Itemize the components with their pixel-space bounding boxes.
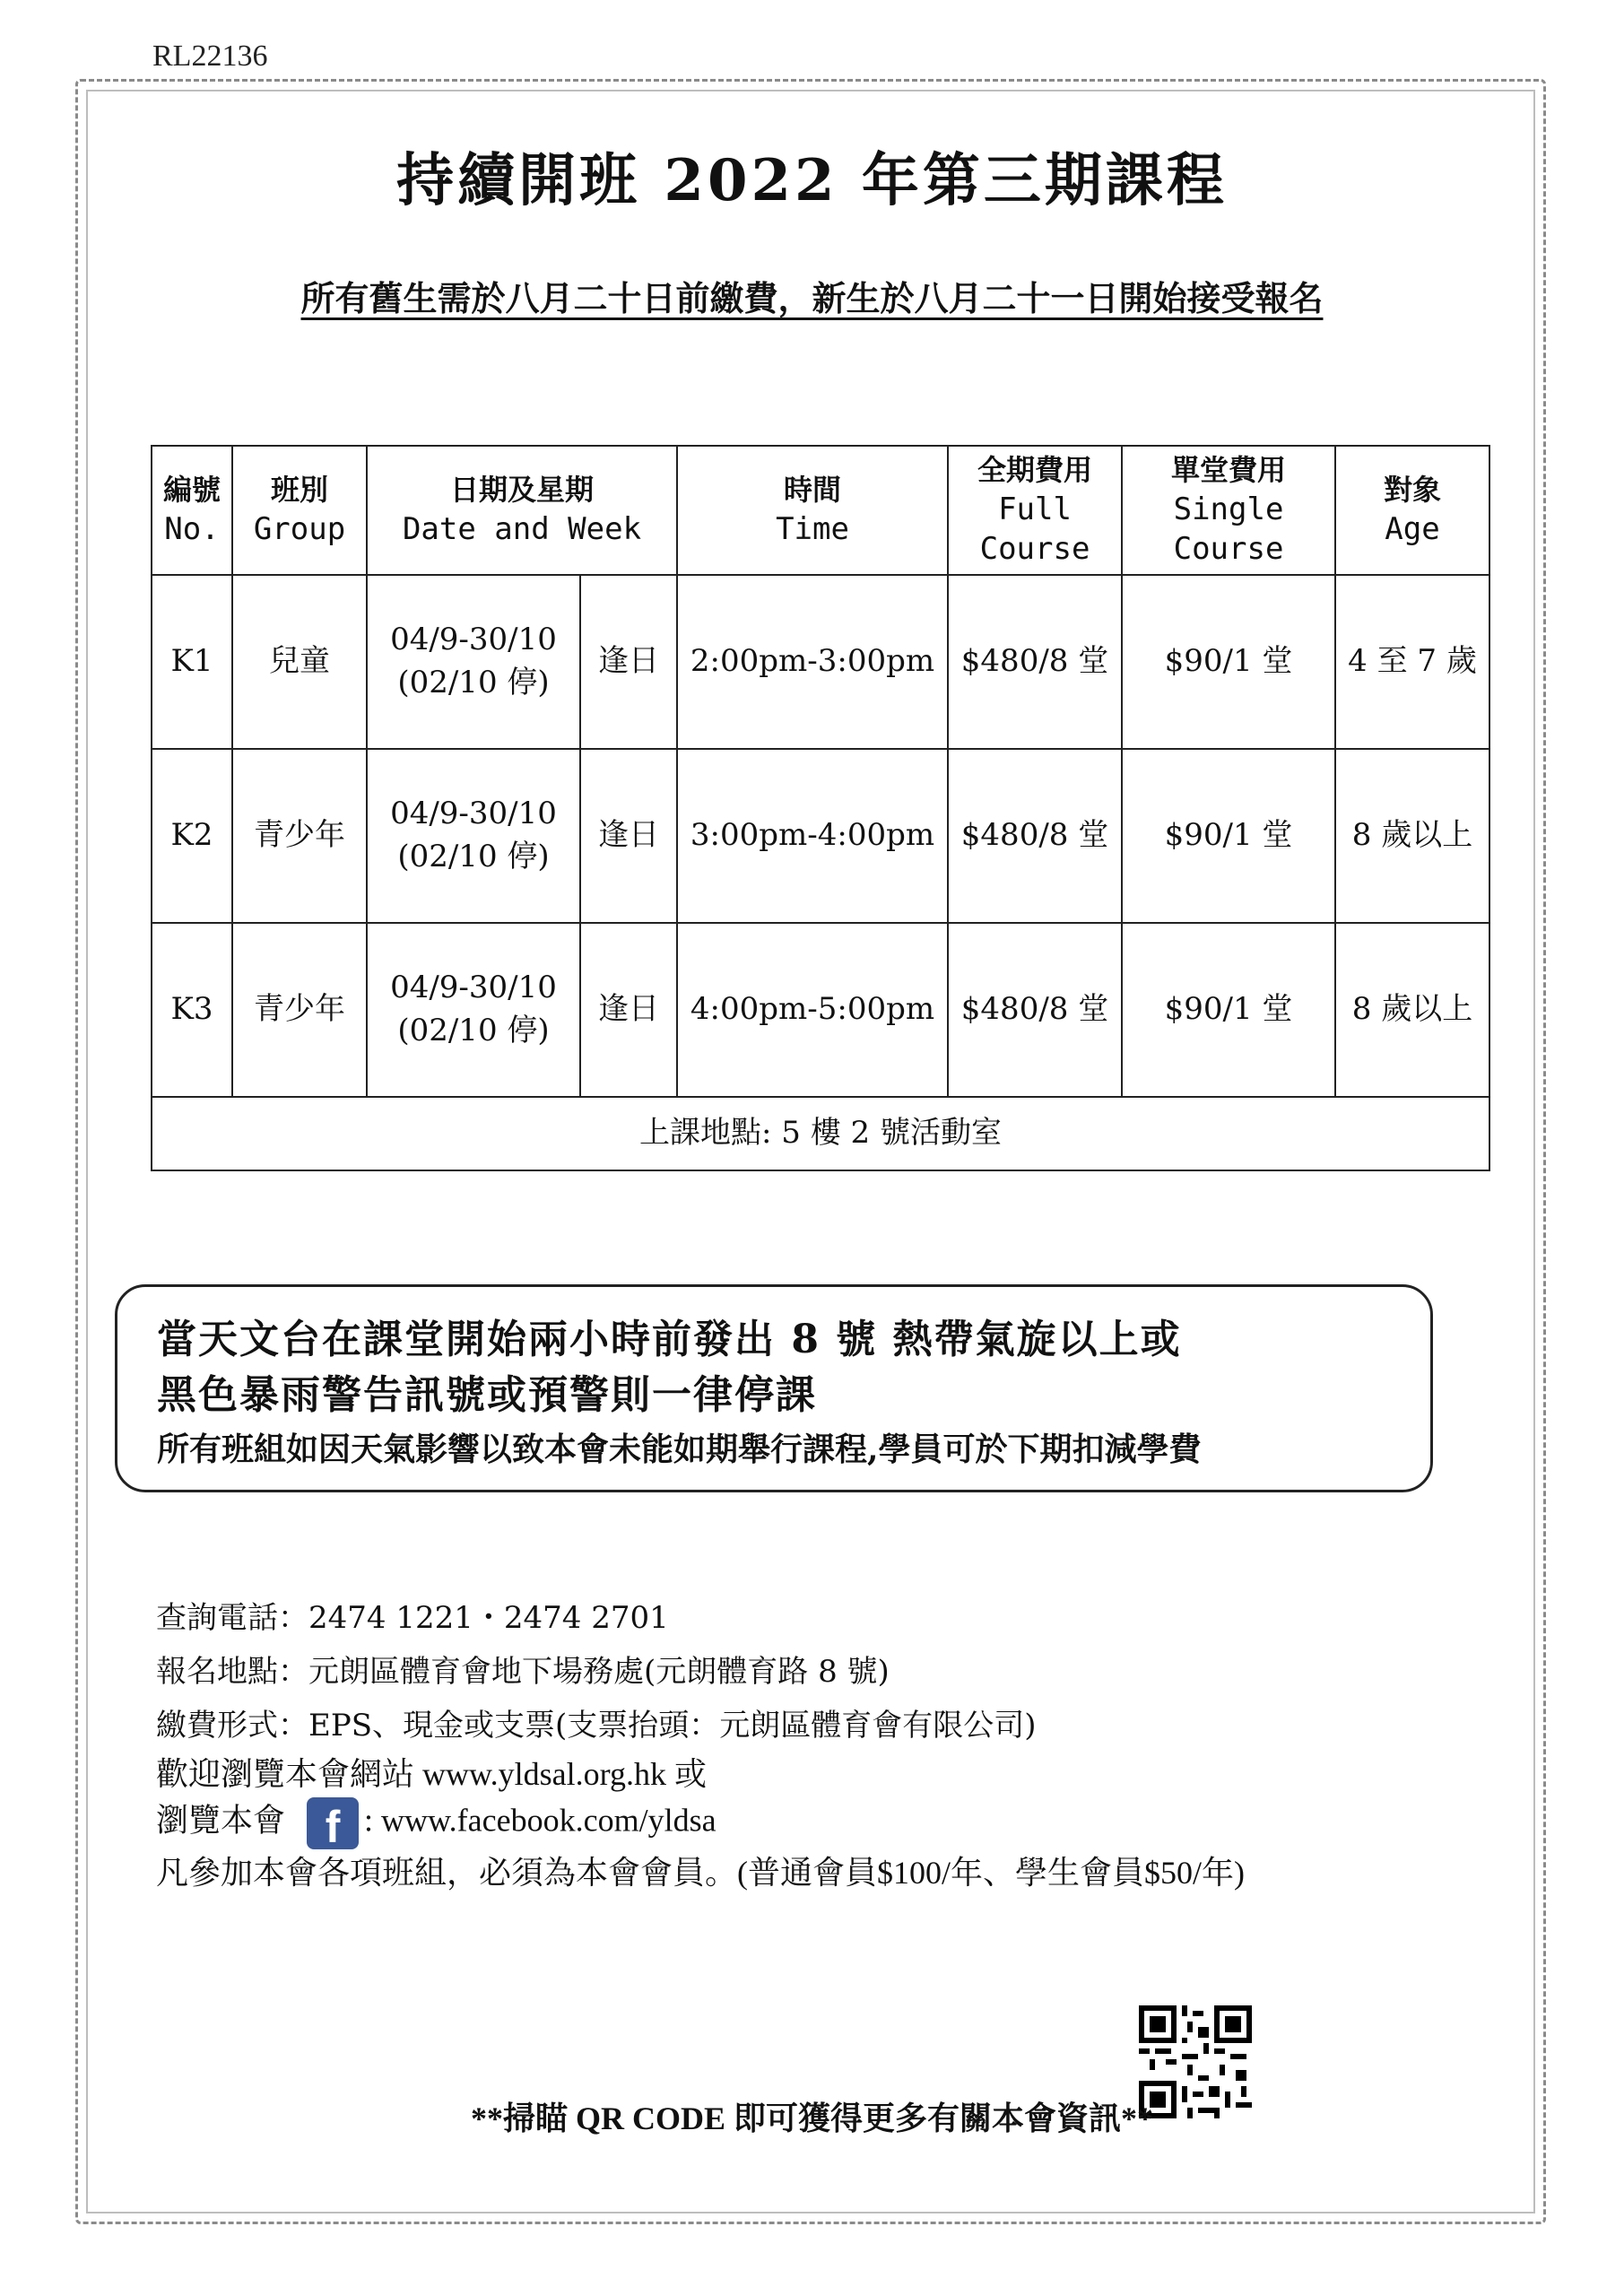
cell-age: 8 歲以上: [1335, 749, 1489, 923]
cell-time: 3:00pm-4:00pm: [677, 749, 948, 923]
table-row: [152, 575, 1489, 749]
cell-no: K2: [152, 749, 232, 923]
cell-group: 青少年: [232, 923, 367, 1097]
cell-week: 逢日: [580, 575, 677, 749]
membership-note: 凡參加本會各項班組，必須為本會會員。(普通會員$100/年、學生會員$50/年): [156, 1855, 1245, 1891]
page-title: 持續開班 2022 年第三期課程: [396, 147, 1228, 214]
cell-no: K3: [152, 923, 232, 1097]
enrolment-notice: [0, 271, 1624, 320]
qr-scan-text: **掃瞄 QR CODE 即可獲得更多有關本會資訊**: [470, 2100, 1153, 2136]
cell-date: 04/9-30/10 (02/10 停): [367, 923, 580, 1097]
payment-methods: 繳費形式：EPS、現金或支票(支票抬頭：元朗區體育會有限公司): [156, 1708, 1037, 1744]
location-row: [152, 1097, 1489, 1170]
header-single-course: 單堂費用 Single Course: [1122, 446, 1335, 575]
cell-no: K1: [152, 575, 232, 749]
facebook-line: [156, 1797, 716, 1852]
cell-full-fee: $480/8 堂: [948, 749, 1122, 923]
cell-full-fee: $480/8 堂: [948, 923, 1122, 1097]
enquiry-phone: 查詢電話：2474 1221・2474 2701: [156, 1600, 669, 1636]
header-date: 日期及星期 Date and Week: [367, 446, 677, 575]
header-full-course: 全期費用 Full Course: [948, 446, 1122, 575]
weather-warning-box: [115, 1284, 1433, 1492]
header-time: 時間 Time: [677, 446, 948, 575]
warning-line-3: 所有班組如因天氣影響以致本會未能如期舉行課程,學員可於下期扣減學費: [157, 1431, 1202, 1468]
facebook-prefix: 瀏覽本會: [156, 1802, 286, 1839]
table-header-row: [152, 446, 1489, 575]
cell-age: 8 歲以上: [1335, 923, 1489, 1097]
warning-line-2: 黑色暴雨警告訊號或預警則一律停課: [157, 1372, 817, 1418]
cell-full-fee: $480/8 堂: [948, 575, 1122, 749]
cell-group: 青少年: [232, 749, 367, 923]
enrolment-place: 報名地點：元朗區體育會地下場務處(元朗體育路 8 號): [156, 1654, 890, 1690]
table-row: [152, 923, 1489, 1097]
website-line: 歡迎瀏覽本會網站 www.yldsal.org.hk 或: [156, 1756, 707, 1792]
cell-age: 4 至 7 歲: [1335, 575, 1489, 749]
cell-single-fee: $90/1 堂: [1122, 575, 1335, 749]
warning-line-1: 當天文台在課堂開始兩小時前發出 8 號 熱帶氣旋以上或: [157, 1317, 1182, 1362]
cell-time: 4:00pm-5:00pm: [677, 923, 948, 1097]
cell-week: 逢日: [580, 749, 677, 923]
cell-group: 兒童: [232, 575, 367, 749]
header-group: 班別 Group: [232, 446, 367, 575]
class-location: 上課地點: 5 樓 2 號活動室: [152, 1097, 1489, 1170]
header-no: 編號 No.: [152, 446, 232, 575]
course-table: [151, 445, 1490, 1171]
enrolment-notice-text: 所有舊生需於八月二十日前繳費，新生於八月二十一日開始接受報名: [300, 278, 1324, 318]
cell-single-fee: $90/1 堂: [1122, 749, 1335, 923]
facebook-url[interactable]: : www.facebook.com/yldsa: [364, 1802, 716, 1839]
cell-week: 逢日: [580, 923, 677, 1097]
table-row: [152, 749, 1489, 923]
facebook-icon: f: [307, 1797, 359, 1849]
cell-time: 2:00pm-3:00pm: [677, 575, 948, 749]
cell-date: 04/9-30/10 (02/10 停): [367, 749, 580, 923]
cell-date: 04/9-30/10 (02/10 停): [367, 575, 580, 749]
document-id: RL22136: [152, 39, 268, 73]
header-age: 對象 Age: [1335, 446, 1489, 575]
cell-single-fee: $90/1 堂: [1122, 923, 1335, 1097]
